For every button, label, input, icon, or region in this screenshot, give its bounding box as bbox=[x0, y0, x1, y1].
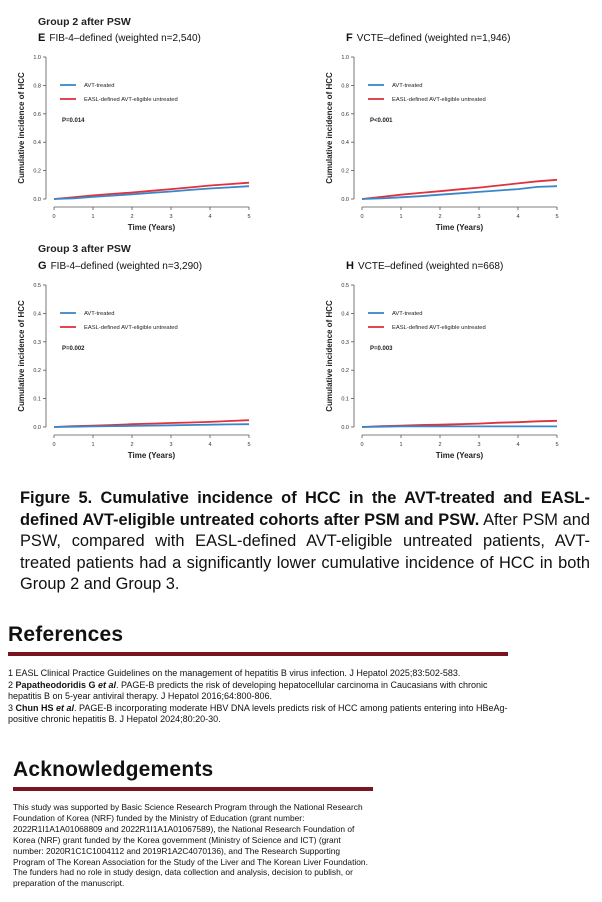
reference-item-2: 2 Papatheodoridis G et al. PAGE-B predicts the risk of developing hepatocellular carcinoma in Caucasians with chronic hepatitis B on 5-year antiviral therapy. J Hepatol 2016;64:800-806. bbox=[8, 679, 488, 702]
series-line-treated bbox=[362, 186, 557, 199]
x-axis-label: Time (Years) bbox=[435, 223, 484, 232]
x-tick-label: 2 bbox=[130, 442, 134, 448]
x-tick-label: 3 bbox=[477, 214, 481, 220]
y-tick-label: 0.6 bbox=[33, 111, 41, 118]
chart-svg bbox=[322, 260, 602, 460]
p-value: P<0.001 bbox=[370, 118, 393, 124]
x-tick-label: 4 bbox=[208, 442, 212, 448]
x-tick-label: 5 bbox=[247, 442, 251, 448]
y-tick-label: 0.2 bbox=[33, 168, 41, 175]
legend-label: AVT-treated bbox=[392, 311, 423, 317]
y-tick-label: 0.0 bbox=[33, 197, 41, 203]
legend-label: EASL-defined AVT-eligible untreated bbox=[84, 97, 178, 103]
x-tick-label: 3 bbox=[169, 442, 173, 448]
y-tick-label: 0.0 bbox=[341, 197, 349, 203]
panel-subtitle: FIB-4–defined (weighted n=3,290) bbox=[50, 261, 203, 272]
p-value: P=0.002 bbox=[62, 346, 85, 352]
legend-label: EASL-defined AVT-eligible untreated bbox=[392, 97, 486, 103]
x-tick-label: 1 bbox=[91, 214, 95, 220]
series-line-treated bbox=[54, 186, 249, 199]
references-list bbox=[8, 668, 508, 726]
x-tick-label: 0 bbox=[52, 442, 56, 448]
x-axis-label: Time (Years) bbox=[127, 223, 176, 232]
x-tick-label: 0 bbox=[52, 214, 56, 220]
y-axis-label: Cumulative incidence of HCC bbox=[325, 72, 334, 184]
series-line-untreated bbox=[362, 180, 557, 199]
group-title-2: Group 2 after PSW bbox=[38, 16, 131, 28]
references-rule bbox=[8, 652, 508, 656]
acknowledgements-text: This study was supported by Basic Science Research Program through the National Research Foundation of Korea (NRF) funded by the Ministry of Education (grant number: 2022R1I1A1A01068809 and 2022R1I1A1A01067589), the National Research Foundation of Korea (NRF) grant funded by the Korea government (Ministry of Science and ICT) (grant number: 2020R1C1C1004112 and 2019R1A2C4070136), and The Research Supporting Program of The Korean Association for the Study of the Liver and The Korean Liver Foundation. The funders had no role in study design, data collection and analysis, decision to publish, or preparation of the manuscript. bbox=[13, 802, 368, 889]
panel-letter: G bbox=[38, 260, 47, 272]
panel-h bbox=[322, 260, 602, 460]
chart-svg bbox=[14, 260, 304, 460]
panel-subtitle: VCTE–defined (weighted n=1,946) bbox=[356, 33, 511, 44]
acknowledgements-heading: Acknowledgements bbox=[13, 758, 214, 781]
reference-item-3: 3 Chun HS et al. PAGE-B incorporating moderate HBV DNA levels predicts risk of HCC among patients entering into HBeAg-positive chronic hepatitis B. J Hepatol 2024;80:20-30. bbox=[8, 702, 508, 725]
legend-label: AVT-treated bbox=[84, 83, 115, 89]
panel-letter: H bbox=[346, 260, 354, 272]
y-tick-label: 0.3 bbox=[341, 339, 349, 346]
figure-caption bbox=[20, 488, 590, 596]
legend-label: EASL-defined AVT-eligible untreated bbox=[84, 325, 178, 331]
panel-e bbox=[14, 32, 304, 232]
y-tick-label: 0.3 bbox=[33, 339, 41, 346]
y-tick-label: 0.8 bbox=[341, 83, 349, 90]
y-axis-label: Cumulative incidence of HCC bbox=[17, 72, 26, 184]
y-tick-label: 1.0 bbox=[341, 55, 349, 61]
x-tick-label: 3 bbox=[477, 442, 481, 448]
chart-svg bbox=[322, 32, 602, 232]
references-heading: References bbox=[8, 623, 124, 646]
y-tick-label: 0.8 bbox=[33, 83, 41, 90]
legend-label: AVT-treated bbox=[84, 311, 115, 317]
legend-label: EASL-defined AVT-eligible untreated bbox=[392, 325, 486, 331]
y-tick-label: 0.4 bbox=[341, 311, 349, 318]
panel-g bbox=[14, 260, 304, 460]
x-tick-label: 4 bbox=[516, 442, 520, 448]
y-tick-label: 0.6 bbox=[341, 111, 349, 118]
x-axis-label: Time (Years) bbox=[435, 451, 484, 460]
panel-subtitle: VCTE–defined (weighted n=668) bbox=[357, 261, 504, 272]
y-tick-label: 0.1 bbox=[341, 396, 349, 403]
panel-subtitle: FIB-4–defined (weighted n=2,540) bbox=[49, 33, 201, 44]
y-tick-label: 0.4 bbox=[33, 311, 41, 318]
p-value: P=0.003 bbox=[370, 346, 393, 352]
y-tick-label: 0.0 bbox=[33, 425, 41, 431]
y-tick-label: 0.4 bbox=[341, 140, 349, 147]
y-tick-label: 0.2 bbox=[341, 168, 349, 175]
x-tick-label: 2 bbox=[130, 214, 134, 220]
chart-svg bbox=[14, 32, 304, 232]
x-tick-label: 1 bbox=[399, 442, 403, 448]
x-tick-label: 4 bbox=[208, 214, 212, 220]
y-tick-label: 0.2 bbox=[341, 368, 349, 375]
y-tick-label: 1.0 bbox=[33, 55, 41, 61]
series-line-treated bbox=[362, 426, 557, 427]
caption-bold: Figure 5. Cumulative incidence of HCC in the AVT-treated and EASL-defined AVT-eligible untreated cohorts after PSM and PSW. bbox=[20, 489, 590, 529]
y-tick-label: 0.0 bbox=[341, 425, 349, 431]
x-tick-label: 5 bbox=[247, 214, 251, 220]
x-tick-label: 3 bbox=[169, 214, 173, 220]
y-tick-label: 0.1 bbox=[33, 396, 41, 403]
x-axis-label: Time (Years) bbox=[127, 451, 176, 460]
panel-letter: F bbox=[346, 32, 353, 44]
x-tick-label: 2 bbox=[438, 442, 442, 448]
panel-f bbox=[322, 32, 602, 232]
legend-label: AVT-treated bbox=[392, 83, 423, 89]
y-tick-label: 0.5 bbox=[341, 283, 349, 289]
x-tick-label: 1 bbox=[91, 442, 95, 448]
acknowledgements-rule bbox=[13, 787, 373, 791]
x-tick-label: 2 bbox=[438, 214, 442, 220]
x-tick-label: 5 bbox=[555, 214, 559, 220]
group-title-3: Group 3 after PSW bbox=[38, 243, 131, 255]
reference-item-1: 1 EASL Clinical Practice Guidelines on the management of hepatitis B virus infection. J Hepatol 2025;83:502-583. bbox=[8, 668, 461, 678]
panel-letter: E bbox=[38, 32, 46, 44]
x-tick-label: 0 bbox=[360, 214, 364, 220]
caption-text: After PSM and PSW, compared with EASL-defined AVT-eligible untreated patients, AVT-treated patients had a significantly lower cumulative incidence of HCC in both Group 2 and Group 3. bbox=[20, 510, 590, 594]
y-tick-label: 0.5 bbox=[33, 283, 41, 289]
series-line-untreated bbox=[54, 183, 249, 199]
x-tick-label: 0 bbox=[360, 442, 364, 448]
x-tick-label: 4 bbox=[516, 214, 520, 220]
y-axis-label: Cumulative incidence of HCC bbox=[17, 300, 26, 412]
p-value: P=0.014 bbox=[62, 118, 85, 124]
y-tick-label: 0.4 bbox=[33, 140, 41, 147]
y-tick-label: 0.2 bbox=[33, 368, 41, 375]
x-tick-label: 5 bbox=[555, 442, 559, 448]
x-tick-label: 1 bbox=[399, 214, 403, 220]
y-axis-label: Cumulative incidence of HCC bbox=[325, 300, 334, 412]
